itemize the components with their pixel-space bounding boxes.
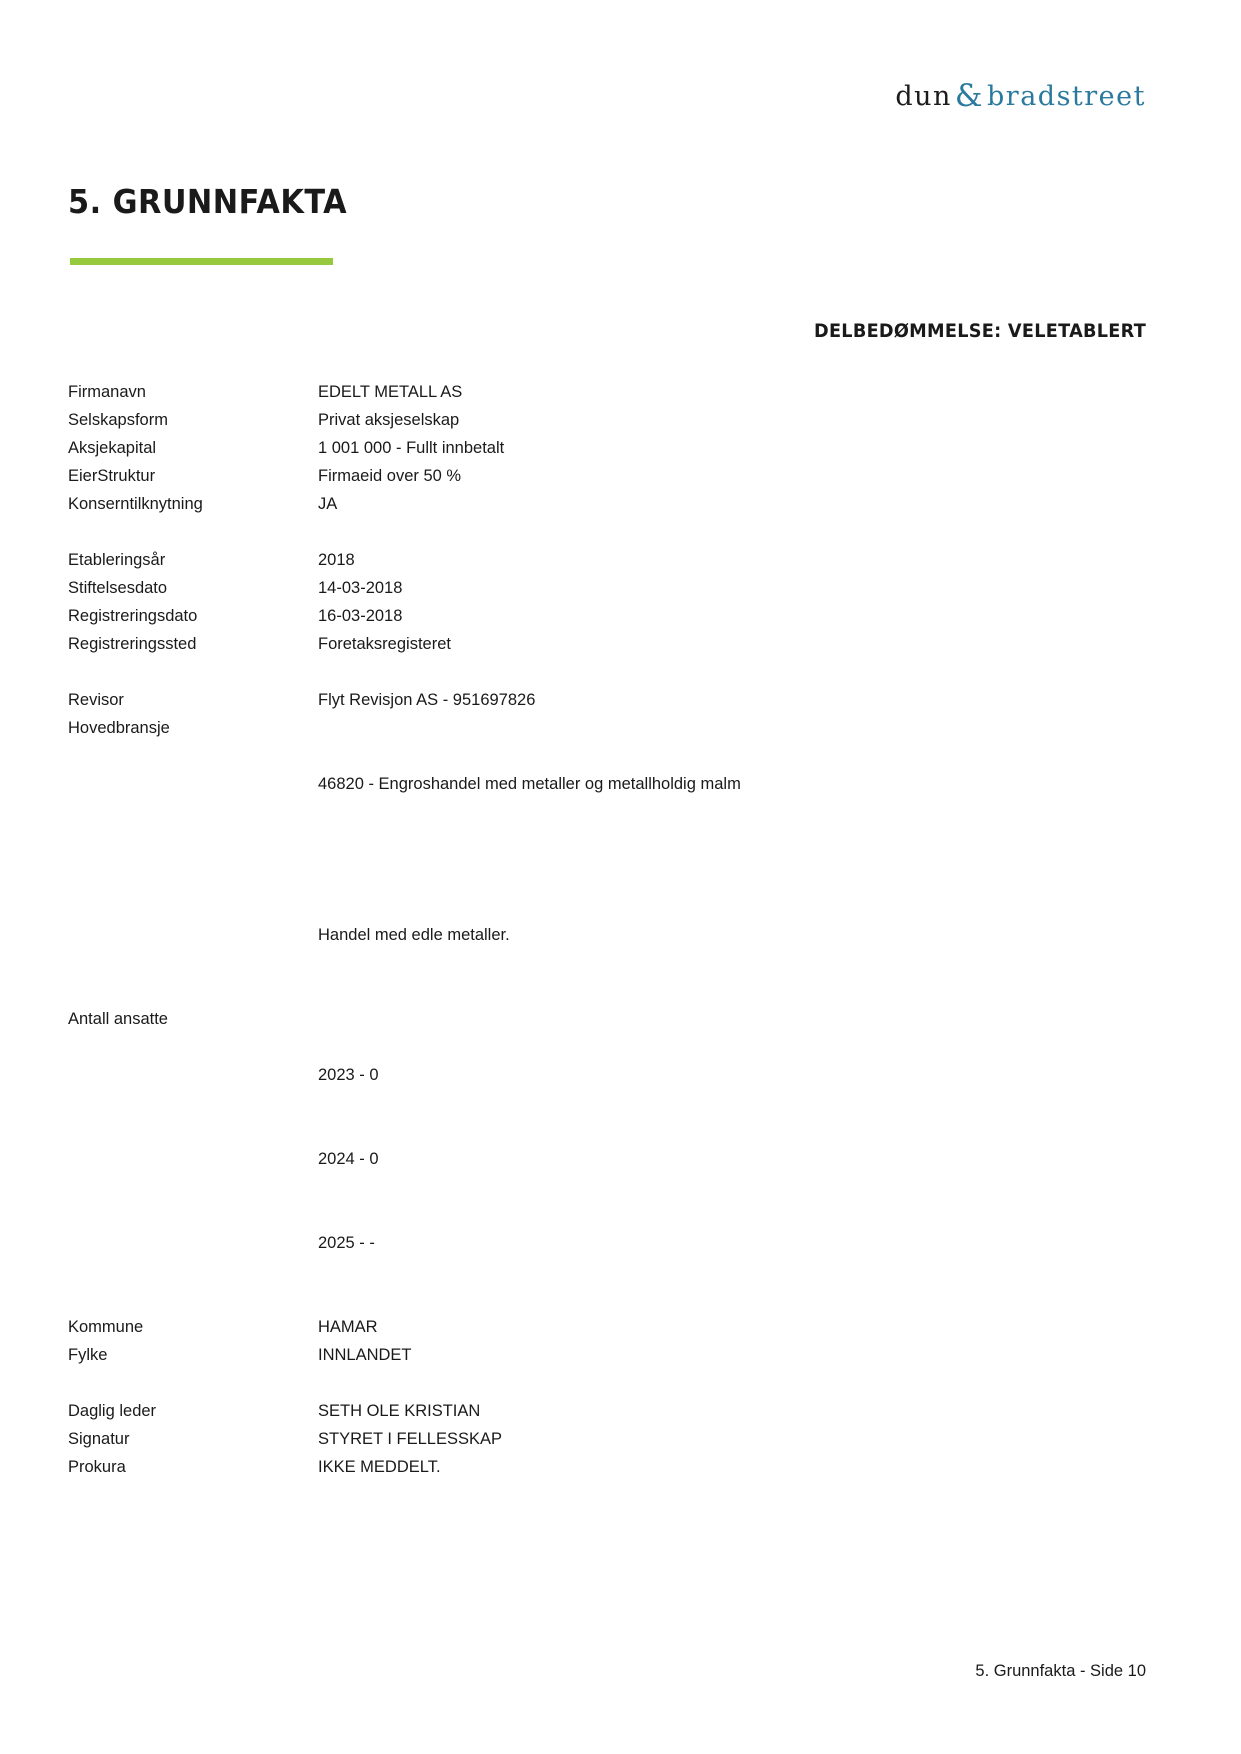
fact-label: EierStruktur [68,467,156,485]
fact-label: Registreringssted [68,635,197,653]
fact-label: Konserntilknytning [68,495,203,513]
dun-bradstreet-logo [895,78,1146,114]
fact-label: Registreringsdato [68,607,198,625]
table-row [68,602,1088,630]
fact-value: HAMAR [318,1318,378,1336]
table-row [68,1313,1088,1341]
fact-label: Selskapsform [68,411,168,429]
logo-text-bradstreet: bradstreet [987,80,1146,112]
fact-value: Privat aksjeselskap [318,411,460,429]
fact-label: Stiftelsesdato [68,579,168,597]
fact-value: 2018 [318,551,355,569]
fact-label: Prokura [68,1458,126,1476]
fact-value: Flyt Revisjon AS - 951697826 [318,691,536,709]
fact-label: Firmanavn [68,383,146,401]
section-subheading: DELBEDØMMELSE: VELETABLERT [813,320,1146,342]
table-row [68,1425,1088,1453]
page-title: 5. GRUNNFAKTA [68,182,348,221]
table-row [68,574,1088,602]
title-underline-rule [70,258,333,265]
fact-value: INNLANDET [318,1346,412,1364]
fact-value-group [318,714,1088,1005]
table-row [68,1005,1088,1313]
table-row [68,378,1088,406]
fact-label: Signatur [68,1430,130,1448]
logo-ampersand-icon: & [954,78,984,114]
fact-value: Firmaeid over 50 % [318,467,462,485]
table-row [68,630,1088,658]
fact-value-secondary: Handel med edle metaller. [318,926,510,944]
page-footer: 5. Grunnfakta - Side 10 [975,1662,1146,1680]
fact-value: IKKE MEDDELT. [318,1458,441,1476]
fact-value: 46820 - Engroshandel med metaller og metallholdig malm [318,775,741,793]
table-row [68,714,1088,1005]
table-row [68,462,1088,490]
fact-value-year-2024: 2024 - 0 [318,1150,379,1168]
fact-value: EDELT METALL AS [318,383,463,401]
fact-value: 1 001 000 - Fullt innbetalt [318,439,505,457]
row-spacer [68,658,1088,686]
fact-label: Hovedbransje [68,719,170,737]
table-row [68,686,1088,714]
fact-label: Revisor [68,691,124,709]
row-spacer [68,1369,1088,1397]
table-row [68,406,1088,434]
fact-value: STYRET I FELLESSKAP [318,1430,503,1448]
table-row [68,1341,1088,1369]
fact-label: Etableringsår [68,551,166,569]
logo-text-dun: dun [895,80,952,112]
value-spacer [318,854,1088,865]
fact-value: 16-03-2018 [318,607,403,625]
fact-value: Foretaksregisteret [318,635,451,653]
grunnfakta-table [68,378,1088,1481]
table-row [68,490,1088,518]
table-row [68,546,1088,574]
fact-value: 14-03-2018 [318,579,403,597]
row-spacer [68,518,1088,546]
fact-value-year-2025: 2025 - - [318,1234,375,1252]
fact-label: Kommune [68,1318,144,1336]
table-row [68,434,1088,462]
fact-label: Aksjekapital [68,439,157,457]
fact-value-year-2023: 2023 - 0 [318,1066,379,1084]
fact-value: JA [318,495,338,513]
fact-value-group [318,1005,1088,1313]
fact-label: Fylke [68,1346,108,1364]
fact-value: SETH OLE KRISTIAN [318,1402,481,1420]
fact-label: Daglig leder [68,1402,157,1420]
table-row [68,1453,1088,1481]
table-row [68,1397,1088,1425]
fact-label: Antall ansatte [68,1010,168,1028]
